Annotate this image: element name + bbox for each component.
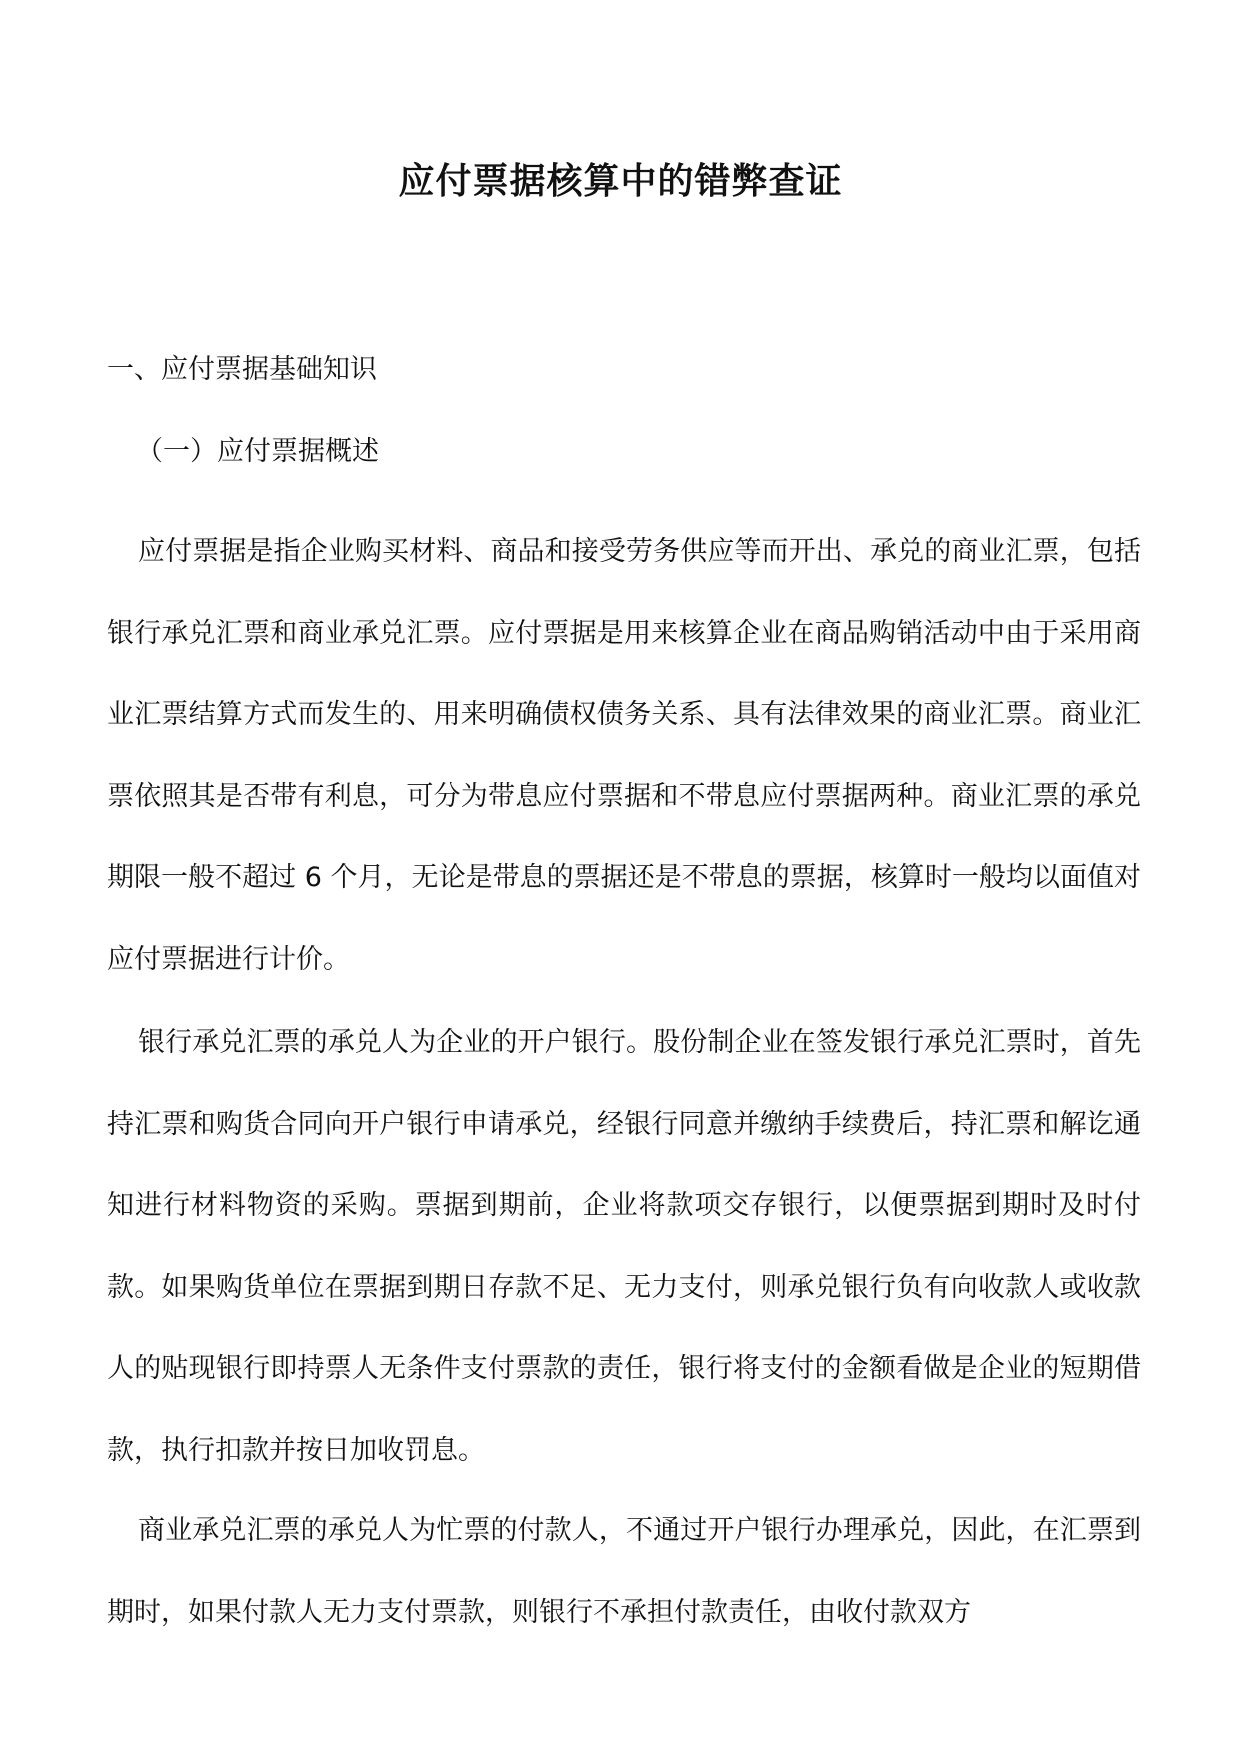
subsection-heading: （一）应付票据概述	[136, 436, 379, 467]
paragraph-bank-acceptance: 银行承兑汇票的承兑人为企业的开户银行。股份制企业在签发银行承兑汇票时，首先持汇票和购货合同向开户银行申请承兑，经银行同意并缴纳手续费后，持汇票和解讫通知进行材料物资的采购。票据到期前，企业将款项交存银行，以便票据到期时及时付款。如果购货单位在票据到期日存款不足、无力支付，则承兑银行负有向收款人或收款人的贴现银行即持票人无条件支付票款的责任，银行将支付的金额看做是企业的短期借款，执行扣款并按日加收罚息。	[107, 1027, 1141, 1466]
paragraph-commercial-acceptance: 商业承兑汇票的承兑人为忙票的付款人，不通过开户银行办理承兑，因此，在汇票到期时，如果付款人无力支付票款，则银行不承担付款责任，由收付款双方	[107, 1515, 1141, 1628]
paragraph-overview: 应付票据是指企业购买材料、商品和接受劳务供应等而开出、承兑的商业汇票，包括银行承兑汇票和商业承兑汇票。应付票据是用来核算企业在商品购销活动中由于采用商业汇票结算方式而发生的、用来明确债权债务关系、具有法律效果的商业汇票。商业汇票依照其是否带有利息，可分为带息应付票据和不带息应付票据两种。商业汇票的承兑期限一般不超过 6 个月，无论是带息的票据还是不带息的票据，核算时一般均以面值对应付票据进行计价。	[107, 536, 1141, 975]
document-title: 应付票据核算中的错弊查证	[398, 161, 843, 202]
section-heading: 一、应付票据基础知识	[107, 354, 377, 385]
